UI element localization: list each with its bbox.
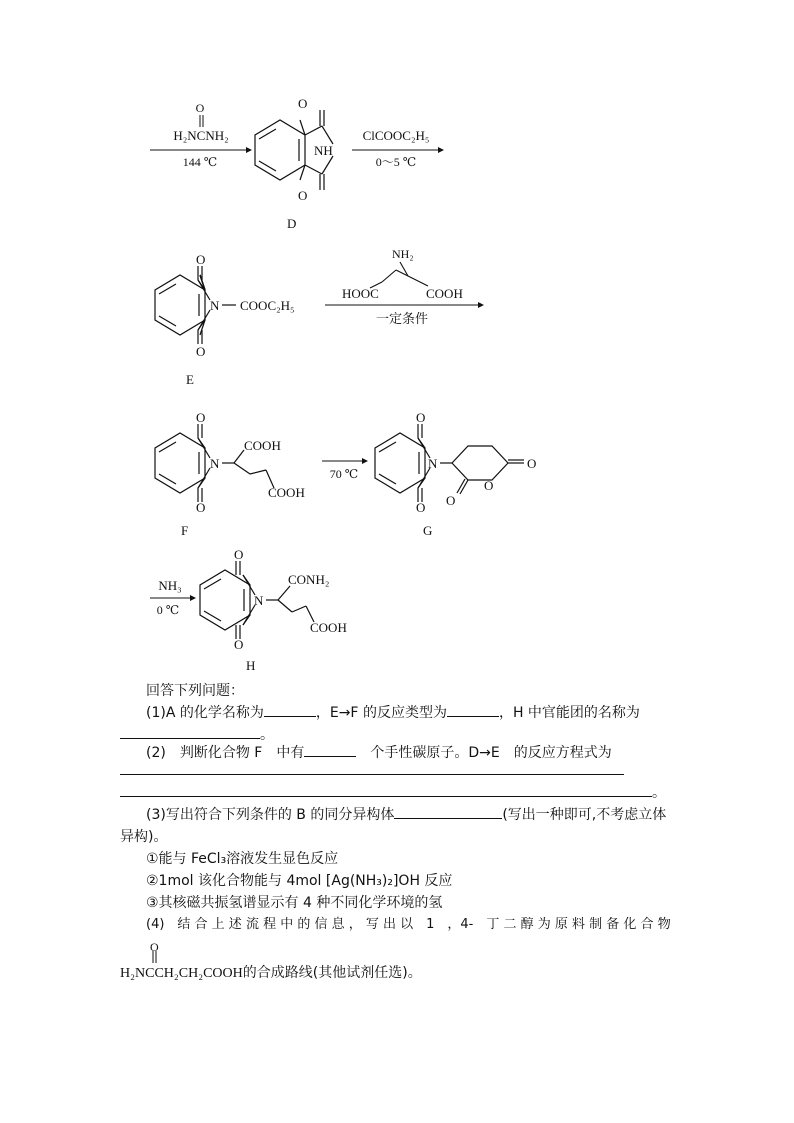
- label-f: F: [181, 523, 189, 538]
- questions-intro: 回答下列问题：: [146, 683, 244, 699]
- arrow-glutamic: [325, 247, 484, 326]
- question-4-line2: [120, 962, 676, 985]
- g-o-right: O: [527, 456, 537, 471]
- molecule-g: [375, 424, 524, 502]
- glu-cooh: COOH: [426, 286, 463, 301]
- q2-text-b: 个手性碳原子。D→E 的反应方程式为: [356, 745, 612, 761]
- f-o-bottom: O: [196, 500, 206, 515]
- f-cooh-bottom: COOH: [268, 485, 305, 500]
- cond-0: 0 ℃: [156, 603, 180, 617]
- cond-0-5: 0～5 ℃: [375, 155, 417, 169]
- cond-144: 144 ℃: [182, 155, 218, 169]
- q4-carbonyl-o: O: [150, 940, 159, 954]
- q1-blank-a[interactable]: [264, 702, 316, 717]
- f-o-top: O: [196, 410, 206, 425]
- arrow-urea: [150, 101, 252, 169]
- label-h: H: [246, 658, 256, 673]
- label-g: G: [423, 523, 433, 538]
- cond-yiding: 一定条件: [375, 311, 429, 326]
- question-4-line: (4) 结 合 上 述 流 程 中 的 信 息 ， 写 出 以 1 ，4- 丁 二 醇 为 原 料 制 备 化 合 物: [146, 917, 671, 932]
- e-o-top: O: [196, 252, 206, 267]
- d-o-bottom: O: [298, 188, 308, 203]
- q1-blank-b[interactable]: [447, 702, 499, 717]
- q2-text-a: (2) 判断化合物 F 中有: [146, 745, 305, 761]
- q3-text-c: 异构)。: [120, 829, 168, 845]
- question-1-line: [146, 702, 702, 724]
- g-o-ring: O: [484, 478, 494, 493]
- question-3-line: [146, 804, 702, 826]
- label-e: E: [186, 372, 194, 387]
- d-nh: NH: [314, 143, 333, 158]
- q4-text-b: 的合成路线(其他试剂任选)。: [242, 965, 422, 981]
- h-o-bottom: O: [234, 637, 244, 652]
- arrow-70c: [322, 458, 368, 481]
- q1-blank-c[interactable]: [120, 724, 260, 739]
- h-conh2: CONH₂: [288, 572, 330, 587]
- q1-end: 。: [260, 727, 274, 743]
- cond-70: 70 ℃: [329, 467, 359, 481]
- e-n: N: [210, 298, 220, 313]
- q2-answer-line-1[interactable]: [120, 774, 624, 775]
- f-cooh-top: COOH: [244, 438, 281, 453]
- arrow-nh3: [150, 578, 196, 617]
- g-n: N: [428, 456, 438, 471]
- condition-3: ③其核磁共振氢谱显示有 4 种不同化学环境的氢: [146, 895, 443, 911]
- q4-target-formula: H₂NCCH₂CH₂COOH: [120, 966, 243, 981]
- q1-text-b: ，E→F 的反应类型为: [315, 705, 447, 721]
- q1-text-c: ，H 中官能团的名称为: [498, 705, 640, 721]
- d-o-top: O: [298, 96, 308, 111]
- urea-reagent: H₂NCNH₂: [173, 128, 229, 143]
- f-n: N: [210, 456, 220, 471]
- q2-end: 。: [652, 785, 666, 801]
- q3-text-a: (3)写出符合下列条件的 B 的同分异构体: [146, 807, 395, 823]
- glu-nh2: NH₂: [392, 247, 414, 261]
- condition-1: ①能与 FeCl₃溶液发生显色反应: [146, 851, 339, 867]
- e-o-bottom: O: [196, 344, 206, 359]
- q3-text-b: (写出一种即可,不考虑立体: [502, 807, 667, 823]
- molecule-e: [155, 266, 236, 344]
- h-n: N: [254, 593, 264, 608]
- question-2-line: [146, 742, 702, 764]
- g-o-top: O: [416, 410, 426, 425]
- q1-text-a: (1)A 的化学名称为: [146, 705, 264, 721]
- h-cooh: COOH: [310, 620, 347, 635]
- urea-o-label: O: [195, 101, 205, 115]
- glu-hooc: HOOC: [342, 286, 379, 301]
- e-cooet: COOC₂H₅: [240, 298, 295, 313]
- nh3-reagent: NH₃: [158, 578, 182, 593]
- clcooet-reagent: ClCOOC₂H₅: [362, 128, 430, 143]
- condition-2: ②1mol 该化合物能与 4mol [Ag(NH₃)₂]OH 反应: [146, 873, 453, 889]
- h-o-top: O: [234, 547, 244, 562]
- q2-blank-a[interactable]: [304, 742, 356, 757]
- q3-blank[interactable]: [394, 804, 502, 819]
- arrow-clcooet: [352, 128, 444, 169]
- g-o-bottom: O: [416, 500, 426, 515]
- label-d: D: [287, 216, 297, 231]
- q2-answer-line-2[interactable]: [120, 796, 652, 797]
- g-o-carbonyl: O: [446, 493, 456, 508]
